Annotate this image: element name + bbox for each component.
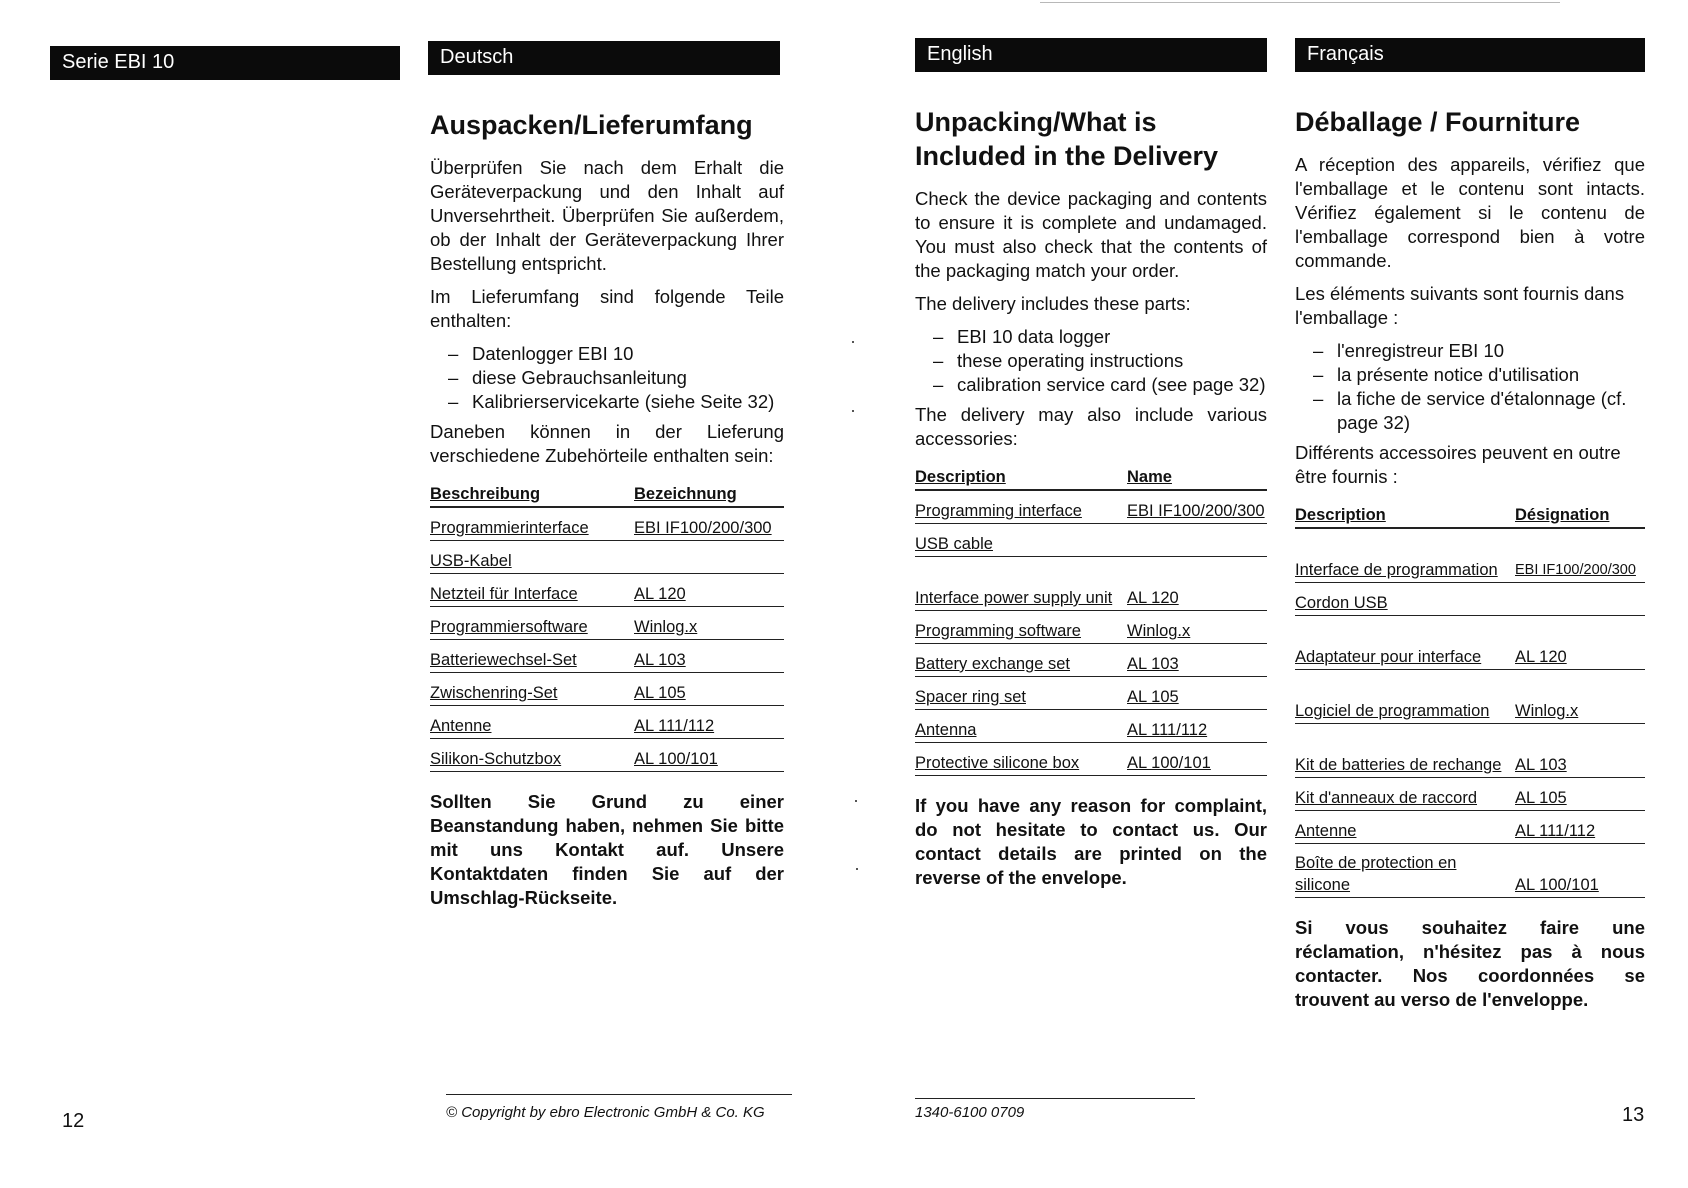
table-cell-description: Programmierinterface [430,519,589,537]
table-cell-description: Interface power supply unit [915,589,1113,607]
table-row [915,524,1267,557]
column-de [430,108,784,919]
table-cell-description: Antenne [430,717,492,735]
language-header-fr [1295,38,1645,72]
table-cell-description: USB-Kabel [430,552,512,570]
accessories-table-en [915,461,1267,776]
table-cell-name: EBI IF100/200/300 [1127,502,1265,520]
table-row [1295,670,1645,724]
page-number-left: 12 [62,1110,85,1132]
table-cell-name: AL 111/112 [1515,822,1596,840]
table-header-row [915,461,1267,491]
table-cell-description: Netzteil für Interface [430,585,578,603]
table-cell-name: AL 100/101 [1515,876,1599,894]
table-cell-description: Silikon-Schutzbox [430,750,562,768]
table-cell-name: AL 103 [1127,655,1179,673]
table-row [915,743,1267,776]
column-fr [1295,105,1645,1021]
table-row [915,557,1267,611]
table-cell-description: Programming interface [915,502,1082,520]
accessories-table-de [430,478,784,772]
table-cell-description: Antenna [915,721,977,739]
list-item: – diese Gebrauchsanleitung [448,366,784,390]
table-cell-description: Battery exchange set [915,655,1071,673]
paragraph-fr-2: Les éléments suivants sont fournis dans l'emballage : [1295,283,1625,328]
language-header-de-label: Deutsch [440,46,514,68]
table-header-description: Description [915,468,1006,486]
table-cell-description: Logiciel de programmation [1295,702,1490,720]
table-cell-name: AL 100/101 [634,750,718,768]
table-row [915,611,1267,644]
table-cell-name: AL 105 [1127,688,1179,706]
table-header-row [430,478,784,508]
table-row [1295,811,1645,844]
paragraph-fr-3: Différents accessoires peuvent en outre être fournis : [1295,442,1621,487]
table-row [430,574,784,607]
table-header-description: Beschreibung [430,485,541,503]
table-row [430,739,784,772]
table-cell-description: Zwischenring-Set [430,684,558,702]
table-header-row [1295,499,1645,529]
table-cell-description: Antenne [1295,822,1357,840]
footer-rule-left [446,1094,792,1095]
accessories-table-fr [1295,499,1645,898]
complaint-notice-fr: Si vous souhaitez faire une réclamation, n'hésitez pas à nous contacter. Nos coordonnées se trouvent au verso de l'enveloppe. [1295,917,1645,1010]
section-title-fr: Déballage / Fourniture [1295,107,1581,137]
table-header-name: Bezeichnung [634,485,737,503]
table-cell-name: AL 105 [1515,789,1567,807]
table-row [430,508,784,541]
table-row [430,541,784,574]
table-cell-name: AL 103 [1515,756,1567,774]
parts-list-en [915,325,1267,397]
list-item: – la fiche de service d'étalonnage (cf. page 32) [1313,387,1645,435]
paragraph-en-2: The delivery includes these parts: [915,293,1191,314]
language-header-en-label: English [927,43,993,65]
table-cell-name: EBI IF100/200/300 [1515,562,1636,578]
table-cell-description: Kit de batteries de rechange [1295,756,1502,774]
table-cell-name: AL 111/112 [634,717,715,735]
table-header-description: Description [1295,506,1386,524]
table-cell-description: Kit d'anneaux de raccord [1295,789,1478,807]
gutter-mark [855,800,857,802]
section-title-de: Auspacken/Lieferumfang [430,110,753,140]
table-cell-name: AL 120 [634,585,686,603]
gutter-mark [852,341,854,343]
list-item: – la présente notice d'utilisation [1313,363,1645,387]
table-cell-description: Boîte de protection en silicone [1295,854,1457,894]
table-row [430,640,784,673]
list-item: – Datenlogger EBI 10 [448,342,784,366]
document-number: 1340-6100 0709 [915,1104,1025,1121]
list-item: – l'enregistreur EBI 10 [1313,339,1645,363]
table-cell-description: Protective silicone box [915,754,1080,772]
table-cell-name: Winlog.x [634,618,698,636]
table-row [1295,844,1645,898]
parts-list-fr [1295,339,1645,435]
series-header [50,46,400,80]
table-cell-description: USB cable [915,535,993,553]
table-cell-description: Interface de programmation [1295,561,1498,579]
table-cell-name: AL 120 [1127,589,1179,607]
table-row [915,710,1267,743]
table-cell-description: Adaptateur pour interface [1295,648,1482,666]
section-title-en: Unpacking/What is Included in the Delivery [915,107,1219,171]
gutter-mark [852,410,854,412]
table-row [1295,724,1645,778]
table-cell-description: Programmiersoftware [430,618,588,636]
list-item: – EBI 10 data logger [933,325,1267,349]
language-header-de [428,41,780,75]
table-cell-name: AL 100/101 [1127,754,1211,772]
table-row [915,677,1267,710]
table-row [915,491,1267,524]
paragraph-en-3: The delivery may also include various accessories: [915,404,1267,449]
list-item: – these operating instructions [933,349,1267,373]
table-row [430,673,784,706]
list-item: – calibration service card (see page 32) [933,373,1267,397]
table-cell-name: AL 103 [634,651,686,669]
table-cell-description: Batteriewechsel-Set [430,651,577,669]
paragraph-de-1: Überprüfen Sie nach dem Erhalt die Geräteverpackung und den Inhalt auf Unversehrtheit. Überprüfen Sie außerdem, ob der Inhalt der Geräteverpackung Ihrer Bestellung entspricht. [430,157,784,274]
paragraph-fr-1: A réception des appareils, vérifiez que l'emballage et le contenu sont intacts. Vérifiez également si le contenu de l'emballage correspond bien à votre commande. [1295,154,1645,271]
table-row [915,644,1267,677]
table-row [430,706,784,739]
language-header-fr-label: Français [1307,43,1384,65]
table-cell-name: EBI IF100/200/300 [634,519,772,537]
table-row [1295,583,1645,616]
table-row [430,607,784,640]
table-cell-name: Winlog.x [1127,622,1191,640]
paragraph-de-2: Im Lieferumfang sind folgende Teile enthalten: [430,286,784,331]
complaint-notice-de: Sollten Sie Grund zu einer Beanstandung haben, nehmen Sie bitte mit uns Kontakt auf. Unsere Kontaktdaten finden Sie auf der Umschlag-Rückseite. [430,791,784,908]
gutter-mark [856,868,858,870]
table-row [1295,529,1645,583]
language-header-en [915,38,1267,72]
series-header-label: Serie EBI 10 [62,51,175,73]
table-cell-description: Cordon USB [1295,594,1388,612]
copyright-text: © Copyright by ebro Electronic GmbH & Co. KG [446,1104,765,1121]
complaint-notice-en: If you have any reason for complaint, do not hesitate to contact us. Our contact details are printed on the reverse of the envelope. [915,795,1267,888]
parts-list-de [430,342,784,414]
table-cell-description: Programming software [915,622,1081,640]
list-item: – Kalibrierservicekarte (siehe Seite 32) [448,390,784,414]
top-rule [1040,2,1560,3]
table-header-name: Désignation [1515,506,1610,524]
page-number-right: 13 [1622,1104,1645,1126]
footer-rule-right [915,1098,1195,1099]
paragraph-de-3: Daneben können in der Lieferung verschiedene Zubehörteile enthalten sein: [430,421,784,466]
table-row [1295,616,1645,670]
table-cell-description: Spacer ring set [915,688,1026,706]
paragraph-en-1: Check the device packaging and contents to ensure it is complete and undamaged. You must also check that the contents of the packaging match your order. [915,188,1267,281]
table-header-name: Name [1127,468,1172,486]
table-cell-name: AL 120 [1515,648,1567,666]
table-cell-name: AL 105 [634,684,686,702]
column-en [915,105,1267,899]
table-row [1295,778,1645,811]
table-cell-name: Winlog.x [1515,702,1579,720]
table-cell-name: AL 111/112 [1127,721,1208,739]
